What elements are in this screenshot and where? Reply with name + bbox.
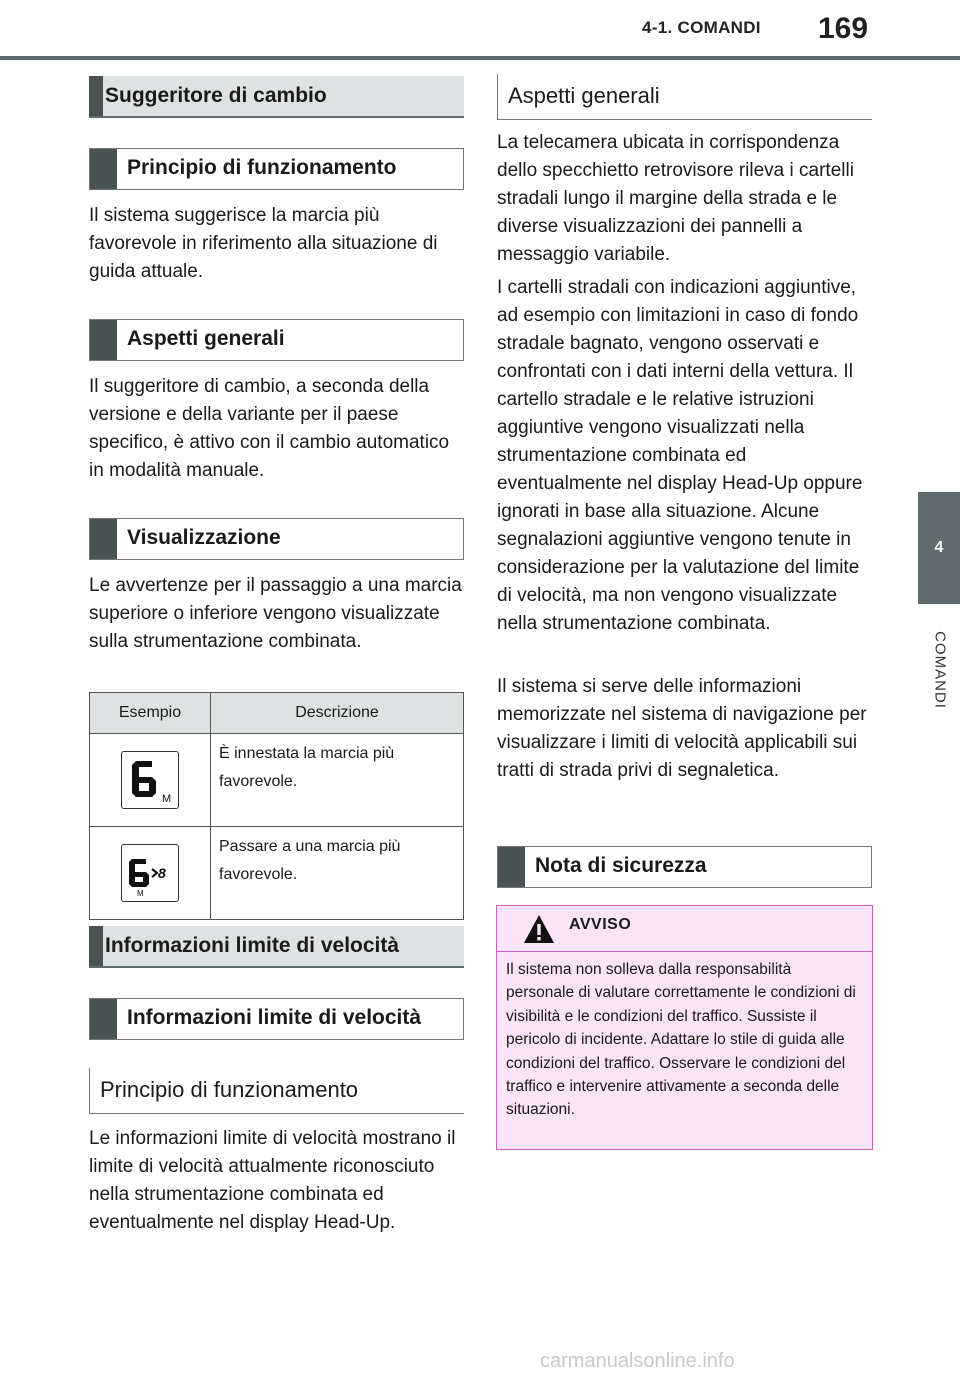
warning-text: Il sistema non solleva dalla responsabilità personale di valutare correttamente le condizioni di visibilità e le condizioni del traffico. Sussiste il pericolo di incidente. Adattare lo stile di guida alle condizioni del traffico. Osservare le condizioni del traffico e intervenire attivamente a seconda delle situazioni. [506,961,856,1119]
paragraph-principle: Il sistema suggerisce la marcia più favorevole in riferimento alla situazione di guida attuale. [89,205,438,282]
paragraph-navigation: Il sistema si serve delle informazioni memorizzate nel sistema di navigazione per visualizzare i limiti di velocità applicabili sui tratti di strada privi di segnaletica. [497,676,867,781]
heading-speed-limit-info: Informazioni limite di velocità [89,926,464,968]
description-cell: È innestata la marcia più favorevole. [211,734,464,827]
subheading-bar [90,320,117,360]
paragraph-general: Il suggeritore di cambio, a seconda della versione e della variante per il paese specifico, è attivo con il cambio automatico in modalità manuale. [89,376,450,481]
warning-title: AVVISO [569,916,632,933]
warning-header [497,906,872,952]
table-header-row [90,693,464,734]
heading-bar [89,76,103,116]
warning-triangle-icon [523,914,555,944]
chapter-tab[interactable]: 4 [918,492,960,604]
paragraph-display: Le avvertenze per il passaggio a una marcia superiore o inferiore vengono visualizzate sulla strumentazione combinata. [89,575,462,652]
header-rule [0,56,960,60]
subheading-principle: Principio di funzionamento [89,148,464,190]
paragraph-additional-signs: I cartelli stradali con indicazioni aggiuntive, ad esempio con limitazioni in caso di fondo stradale bagnato, vengono osservati e confrontati con i dati interni della vettura. Il cartello stradale e le relative istruzioni aggiuntive vengono visualizzati nella strumentazione combinata ed eventualmente nel display Head-Up oppure ignorati in base alla situazione. Alcune segnalazioni aggiuntive vengono tenute in considerazione per la valutazione del limite di velocità, ma non vengono visualizzate nella strumentazione combinata. [497,277,863,634]
table-row [90,734,464,827]
subheading-bar [498,847,525,887]
gear-6-manual-icon [121,751,179,809]
paragraph-camera: La telecamera ubicata in corrispondenza dello specchietto retrovisore rileva i cartelli stradali lungo il margine della strada e le diverse visualizzazioni dei pannelli a messaggio variabile. [497,132,854,265]
column-header-example: Esempio [90,693,211,734]
watermark: carmanualsonline.info [540,1350,735,1372]
svg-text:8: 8 [158,865,166,881]
subheading-bar [90,999,117,1039]
heading-bar [89,926,103,966]
subheading-safety-note: Nota di sicurezza [497,846,872,888]
svg-text:M: M [162,793,172,805]
subheading-display: Visualizzazione [89,518,464,560]
subheading-general: Aspetti generali [89,319,464,361]
paragraph-speed-info: Le informazioni limite di velocità mostrano il limite di velocità attualmente riconosciuto nella strumentazione combinata ed eventualmente nel display Head-Up. [89,1128,456,1233]
subsubheading-general: Aspetti generali [497,74,872,120]
column-header-description: Descrizione [211,693,464,734]
subheading-speed-limit-info: Informazioni limite di velocità [89,998,464,1040]
chapter-label: COMANDI [931,631,949,709]
warning-box [496,905,873,1150]
subheading-bar [90,519,117,559]
subheading-bar [90,149,117,189]
subsubheading-principle: Principio di funzionamento [89,1068,464,1114]
table-row [90,827,464,920]
page-number: 169 [818,12,869,45]
gear-indicator-table [89,692,464,920]
svg-text:M: M [137,889,144,898]
heading-gear-shift-indicator: Suggeritore di cambio [89,76,464,118]
gear-6-to-8-shift-icon [121,844,179,902]
running-header-section: 4-1. COMANDI [642,18,761,37]
description-cell: Passare a una marcia più favorevole. [211,827,464,920]
